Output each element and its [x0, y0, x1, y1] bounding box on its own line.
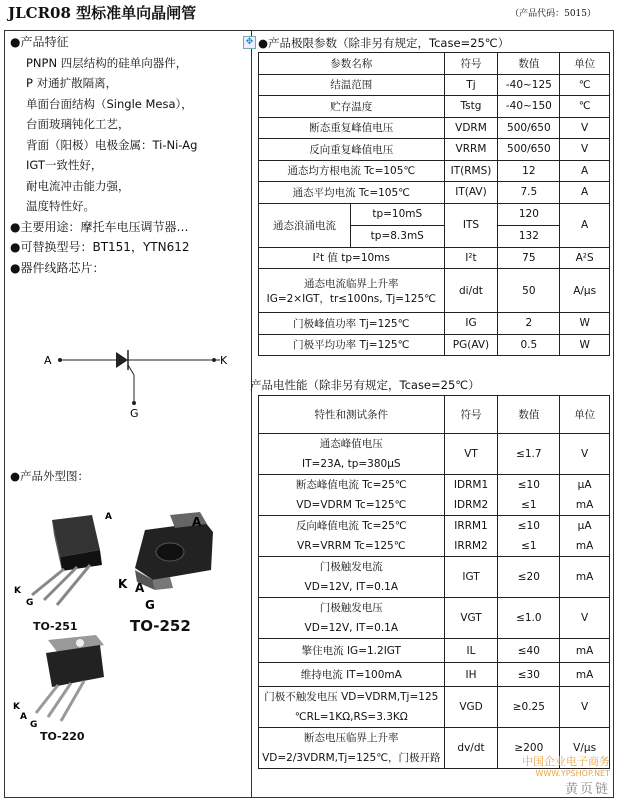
to220-label: TO-220 [40, 730, 85, 743]
chars-title: 产品电性能（除非另有规定，Tcase=25℃） [250, 378, 480, 392]
table-row: 门极触发电流 VD=12V, IT=0.1A IGT ≤20 mA [259, 557, 610, 598]
table-row: 门极不触发电压 VD=VDRM,Tj=125 ℃RL=1KΩ,RS=3.3KΩ VGD ≥0.25 V [259, 687, 610, 728]
feature-item: 耐电流冲击能力强， [26, 178, 130, 193]
chars-table [258, 395, 610, 769]
feature-item: 背面（阳极）电极金属：Ti-Ni-Ag [26, 137, 198, 152]
table-row: 通态电流临界上升率 IG=2×IGT，tr≤100ns, Tj=125℃ di/dt 50 A/μs [259, 269, 610, 313]
thyristor-symbol [40, 345, 240, 420]
header-cell: 单位 [560, 53, 610, 75]
table-row: 门极平均功率 Tj=125℃ PG(AV) 0.5 W [259, 334, 610, 356]
column-divider [251, 30, 252, 798]
pin-g-label-2: G [145, 598, 155, 612]
features-heading: ●产品特征 [10, 35, 69, 49]
symbol-label-a: A [44, 354, 52, 367]
table-row: 结温范围 Tj -40~125 ℃ [259, 74, 610, 96]
table-row: 通态峰值电压 IT=23A, tp=380μS VT ≤1.7 V [259, 434, 610, 475]
feature-item: 温度特性好。 [26, 199, 95, 213]
pin-a-label-3: A [135, 581, 145, 595]
pin-a-label: A [105, 512, 112, 522]
table-row: 门极触发电压 VD=12V, IT=0.1A VGT ≤1.0 V [259, 598, 610, 639]
replace-line: ●可替换型号：BT151，YTN612 [10, 240, 190, 254]
table-row: 反向峰值电流 Tc=25℃ VR=VRRM Tc=125℃ IRRM1 IRRM2 ≤10 ≤1 μA mA [259, 516, 610, 557]
pin-k-label-3: K [13, 702, 20, 712]
header-cell: 数值 [498, 53, 560, 75]
table-row: 门极峰值功率 Tj=125℃ IG 2 W [259, 313, 610, 335]
feature-item: 单面台面结构（Single Mesa）， [26, 96, 193, 111]
page-title: JLCR08 型标准单向晶闸管 [8, 4, 197, 22]
table-header-row: 特性和测试条件 符号 数值 单位 [259, 396, 610, 434]
table-row: 通态平均电流 Tc=105℃ IT(AV) 7.5 A [259, 182, 610, 204]
header-cell: 符号 [444, 53, 498, 75]
header-cell: 参数名称 [259, 53, 445, 75]
use-line: ●主要用途：摩托车电压调节器… [10, 219, 189, 234]
left-column [10, 32, 248, 278]
watermark: 中国企业电子商务 WWW.YPSHOP.NET 黄页链 [522, 755, 610, 797]
pin-a-label-4: A [20, 712, 27, 722]
to220-package-image [8, 635, 118, 730]
expand-icon[interactable]: ✥ [243, 36, 256, 49]
table-row: 通态均方根电流 Tc=105℃ IT(RMS) 12 A [259, 160, 610, 182]
limits-table [258, 52, 610, 356]
table-row: 断态电压临界上升率 VD=2/3VDRM,Tj=125℃，门极开路 dv/dt ≥200 V/μs [259, 728, 610, 769]
feature-item: P 对通扩散隔离， [26, 76, 118, 90]
pin-a-label-2: A [192, 515, 202, 529]
table-row: 通态浪涌电流 tp=10mS tp=8.3mS ITS 120 132 A [259, 203, 610, 247]
pin-g-label: G [26, 598, 34, 608]
product-code: （产品代码：5015） [510, 9, 596, 19]
to251-package-image [12, 505, 112, 610]
to252-label: TO-252 [130, 617, 191, 635]
feature-item: 台面玻璃钝化工艺， [26, 117, 130, 131]
limits-title: ●产品极限参数（除非另有规定，Tcase=25℃） [258, 36, 510, 50]
pin-k-label-2: K [118, 577, 128, 591]
to251-label: TO-251 [33, 620, 78, 633]
surge-name: 通态浪涌电流 [259, 204, 351, 247]
to252-package-image [115, 510, 225, 615]
pin-g-label-3: G [30, 720, 38, 730]
table-row: 擎住电流 IG=1.2IGT IL ≤40 mA [259, 639, 610, 663]
symbol-label-k: K [220, 354, 228, 367]
feature-item: IGT一致性好， [26, 158, 103, 172]
pin-k-label: K [14, 586, 21, 596]
table-header-row [259, 53, 610, 75]
symbol-label-g: G [130, 407, 139, 420]
feature-item: PNPN 四层结构的硅单向器件， [26, 55, 188, 70]
table-row: 断态重复峰值电压 VDRM 500/650 V [259, 117, 610, 139]
table-row: I²t 值 tp=10ms I²t 75 A²S [259, 247, 610, 269]
table-row: 维持电流 IT=100mA IH ≤30 mA [259, 663, 610, 687]
chip-heading: ●器件线路芯片： [10, 260, 105, 275]
outline-heading: ●产品外型图： [10, 469, 90, 483]
table-row: 反向重复峰值电压 VRRM 500/650 V [259, 139, 610, 161]
table-row: 断态峰值电流 Tc=25℃ VD=VDRM Tc=125℃ IDRM1 IDRM2 ≤10 ≤1 μA mA [259, 475, 610, 516]
table-row: 贮存温度 Tstg -40~150 ℃ [259, 96, 610, 118]
